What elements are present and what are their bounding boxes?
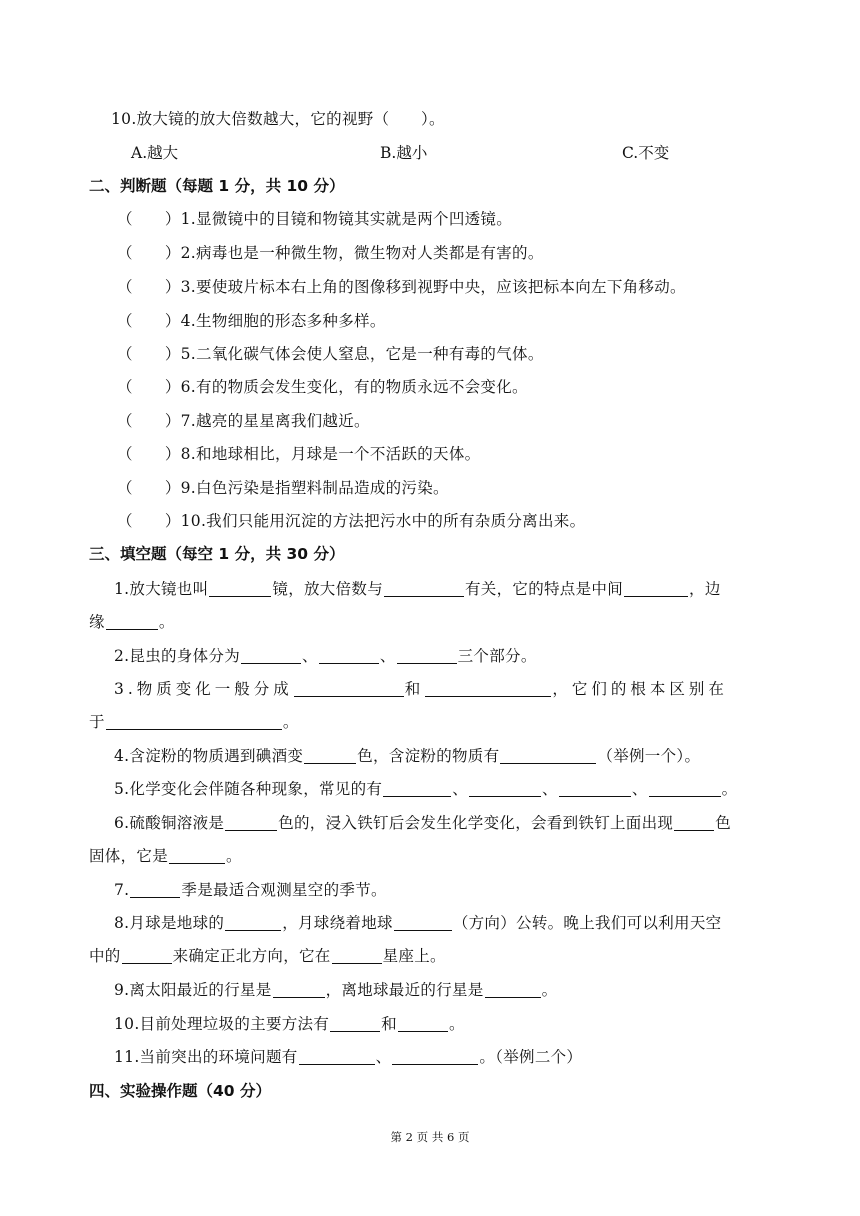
fill-q7: 7. 季是最适合观测星空的季节。 <box>114 881 387 899</box>
fill-blank[interactable] <box>106 713 282 730</box>
fill-q1-line1: 1.放大镜也叫 镜，放大倍数与 有关，它的特点是中间 ，边 <box>114 580 721 598</box>
section-2-title: 二、判断题（每题 1 分，共 10 分） <box>89 177 345 195</box>
fill-blank[interactable] <box>169 847 225 864</box>
page-footer: 第 2 页 共 6 页 <box>390 1130 470 1144</box>
fill-blank[interactable] <box>106 613 158 630</box>
fill-blank[interactable] <box>122 947 172 964</box>
fill-blank[interactable] <box>304 747 356 764</box>
judge-item-7: （ ）7.越亮的星星离我们越近。 <box>117 412 370 430</box>
q10-option-c: C.不变 <box>622 144 670 162</box>
q10-answer-paren <box>389 108 421 130</box>
fill-q8-line2: 中的 来确定正北方向，它在 星座上。 <box>89 947 446 965</box>
fill-blank[interactable] <box>624 580 688 597</box>
fill-blank[interactable] <box>384 580 464 597</box>
section-4-title: 四、实验操作题（40 分） <box>89 1082 271 1100</box>
fill-blank[interactable] <box>241 647 301 664</box>
fill-q11: 11.当前突出的环境问题有 、 。（举例二个） <box>114 1048 583 1066</box>
fill-blank[interactable] <box>130 881 180 898</box>
fill-blank[interactable] <box>225 914 281 931</box>
judge-item-3: （ ）3.要使玻片标本右上角的图像移到视野中央，应该把标本向左下角移动。 <box>117 278 686 296</box>
fill-blank[interactable] <box>674 814 714 831</box>
fill-q3-line2: 于 。 <box>89 713 299 731</box>
fill-blank[interactable] <box>392 1048 478 1065</box>
judge-item-2: （ ）2.病毒也是一种微生物，微生物对人类都是有害的。 <box>117 244 544 262</box>
fill-q1-line2: 缘 。 <box>89 613 175 631</box>
fill-q3-line1: 3.物质变化一般分成 和 ，它们的根本区别在 <box>114 680 728 698</box>
fill-blank[interactable] <box>299 1048 375 1065</box>
section-3-title: 三、填空题（每空 1 分，共 30 分） <box>89 545 345 563</box>
fill-blank[interactable] <box>394 914 452 931</box>
fill-q4: 4.含淀粉的物质遇到碘酒变 色，含淀粉的物质有 （举例一个）。 <box>114 747 701 765</box>
fill-q10: 10.目前处理垃圾的主要方法有 和 。 <box>114 1015 465 1033</box>
fill-blank[interactable] <box>397 647 457 664</box>
q10-option-b: B.越小 <box>380 144 428 162</box>
fill-blank[interactable] <box>485 981 541 998</box>
fill-blank[interactable] <box>398 1015 448 1032</box>
fill-blank[interactable] <box>559 780 631 797</box>
fill-blank[interactable] <box>294 680 404 697</box>
q10-option-a: A.越大 <box>131 144 179 162</box>
judge-item-8: （ ）8.和地球相比，月球是一个不活跃的天体。 <box>117 445 481 463</box>
fill-q8-line1: 8.月球是地球的 ，月球绕着地球 （方向）公转。晚上我们可以利用天空 <box>114 914 722 932</box>
fill-q6-line1: 6.硫酸铜溶液是 色的，浸入铁钉后会发生化学变化，会看到铁钉上面出现 色 <box>114 814 732 832</box>
fill-blank[interactable] <box>209 580 271 597</box>
fill-blank[interactable] <box>319 647 379 664</box>
fill-blank[interactable] <box>649 780 721 797</box>
fill-blank[interactable] <box>425 680 551 697</box>
judge-item-10: （ ）10.我们只能用沉淀的方法把污水中的所有杂质分离出来。 <box>117 512 586 530</box>
judge-item-1: （ ）1.显微镜中的目镜和物镜其实就是两个凹透镜。 <box>117 210 513 228</box>
judge-item-9: （ ）9.白色污染是指塑料制品造成的污染。 <box>117 479 449 497</box>
fill-q9: 9.离太阳最近的行星是 ，离地球最近的行星是 。 <box>114 981 558 999</box>
fill-blank[interactable] <box>383 780 451 797</box>
fill-blank[interactable] <box>500 747 596 764</box>
fill-blank[interactable] <box>330 1015 380 1032</box>
fill-blank[interactable] <box>225 814 277 831</box>
judge-item-6: （ ）6.有的物质会发生变化，有的物质永远不会变化。 <box>117 378 528 396</box>
judge-item-4: （ ）4.生物细胞的形态多种多样。 <box>117 312 386 330</box>
q10-question <box>111 108 445 130</box>
q10-text: 10.放大镜的放大倍数越大，它的视野（ <box>111 110 390 128</box>
q10-text-end: ）。 <box>420 110 445 128</box>
fill-q5: 5.化学变化会伴随各种现象，常见的有 、 、 、 。 <box>114 780 738 798</box>
fill-blank[interactable] <box>332 947 382 964</box>
fill-blank[interactable] <box>273 981 325 998</box>
fill-q6-line2: 固体，它是 。 <box>89 847 242 865</box>
fill-q2: 2.昆虫的身体分为 、 、 三个部分。 <box>114 647 537 665</box>
judge-item-5: （ ）5.二氧化碳气体会使人窒息，它是一种有毒的气体。 <box>117 345 544 363</box>
fill-blank[interactable] <box>469 780 541 797</box>
